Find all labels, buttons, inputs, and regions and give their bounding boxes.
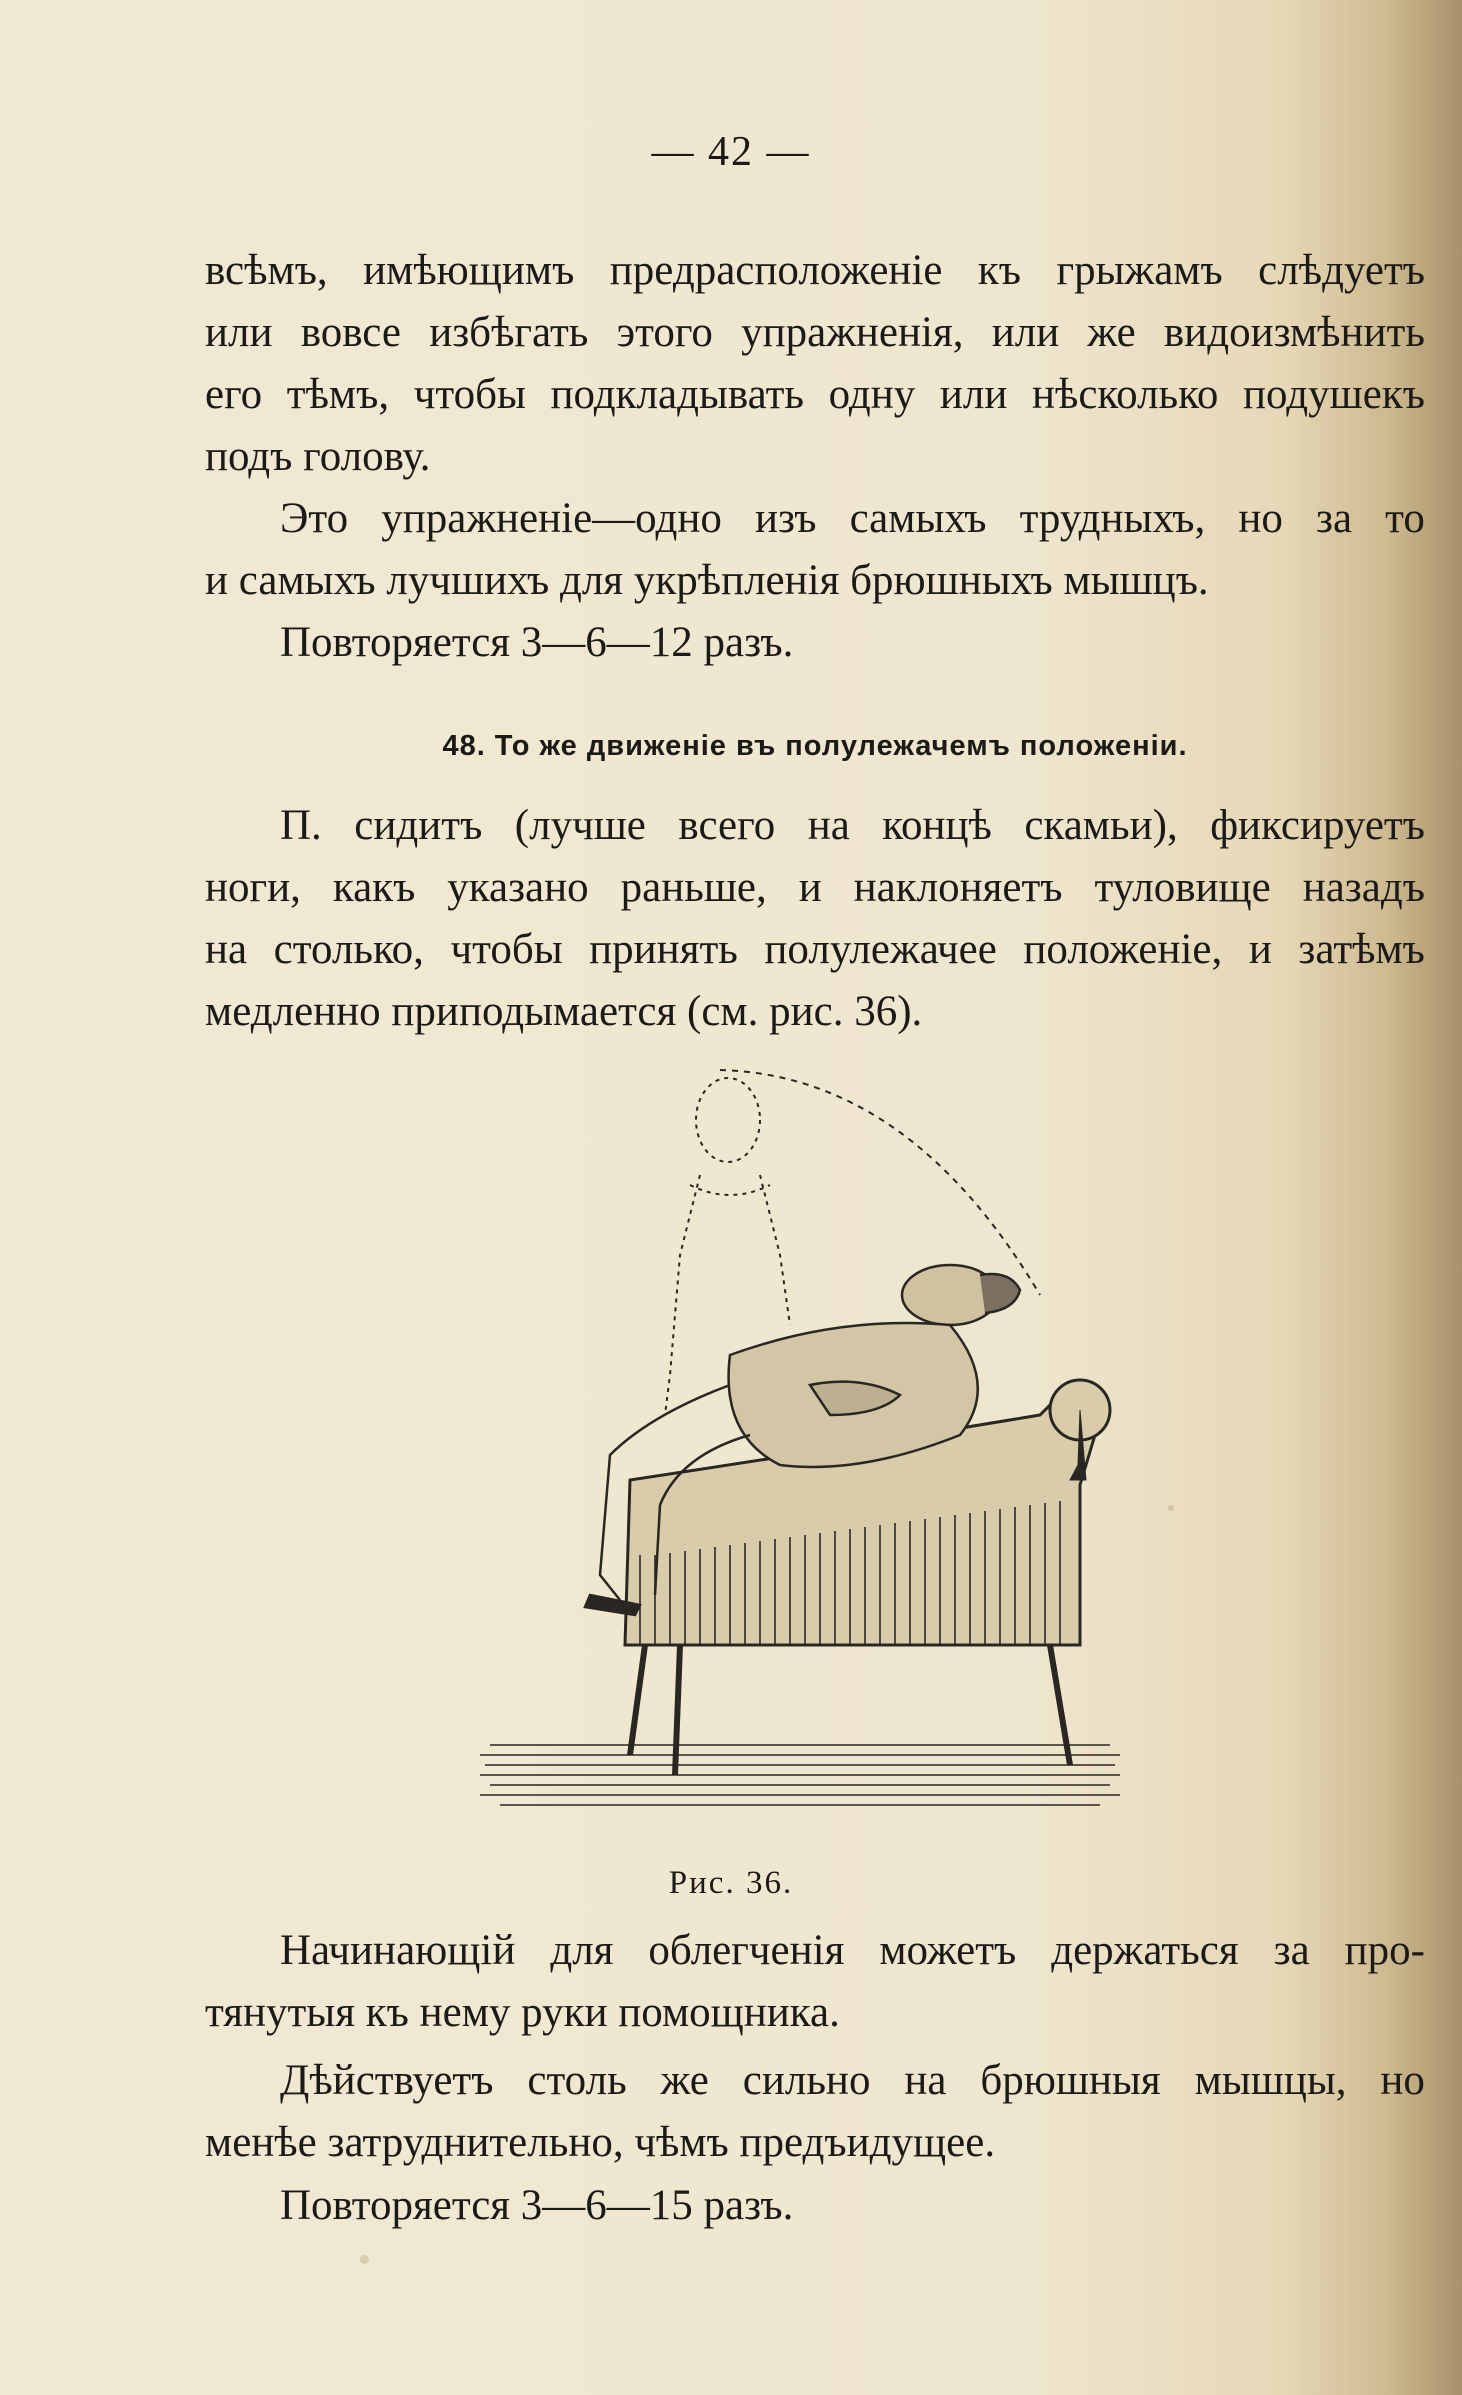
- word: Дѣйствуетъ: [280, 2057, 494, 2104]
- text-line: менѣе затруднительно, чѣмъ предъидущее.: [205, 2119, 996, 2166]
- word: на: [205, 926, 248, 973]
- word: про-: [1344, 1927, 1425, 1974]
- word: упражненія,: [741, 309, 964, 356]
- text-line: подъ голову.: [205, 433, 431, 480]
- figure-36-illustration: [480, 1055, 1120, 1815]
- word: же: [660, 2057, 709, 2104]
- word: всѣмъ,: [205, 247, 328, 294]
- word: раньше,: [620, 864, 767, 911]
- repeat-count-1: [205, 612, 1425, 674]
- paragraph-exercise-description: [205, 795, 1425, 1043]
- paragraph-hernia-warning: [205, 240, 1425, 488]
- word: сидитъ: [354, 802, 483, 849]
- word: полулежачее: [764, 926, 997, 973]
- repeat-count-2: [205, 2175, 1425, 2237]
- chaise-leg: [1050, 1645, 1070, 1765]
- word: столько,: [273, 926, 424, 973]
- text-line: [205, 302, 1425, 364]
- word: какъ: [332, 864, 416, 911]
- figure-caption: Рис. 36.: [668, 1865, 794, 1901]
- word: или: [205, 309, 273, 356]
- word: для: [550, 1927, 614, 1974]
- text-line: тянутыя къ нему руки помощника.: [205, 1989, 840, 2036]
- text-line: [205, 364, 1425, 426]
- word: тѣмъ,: [286, 371, 390, 418]
- text-line: медленно приподымается (см. рис. 36).: [205, 988, 923, 1035]
- paper-stain: [1168, 1505, 1174, 1511]
- word: назадъ: [1302, 864, 1425, 911]
- word: за: [1315, 495, 1353, 542]
- word: или: [939, 371, 1008, 418]
- word: же: [1087, 309, 1136, 356]
- word: и: [1248, 926, 1272, 973]
- word: затѣмъ: [1298, 926, 1425, 973]
- word: можетъ: [879, 1927, 1017, 1974]
- word: Это: [280, 495, 349, 542]
- word: скамьи),: [1024, 802, 1178, 849]
- word: Начинающій: [280, 1927, 516, 1974]
- word: самыхъ: [849, 495, 987, 542]
- word: его: [205, 371, 263, 418]
- word: мышцы,: [1194, 2057, 1347, 2104]
- paragraph-beginner-note: [205, 1920, 1425, 2044]
- text-line: [205, 2050, 1425, 2112]
- word: подкладывать: [550, 371, 804, 418]
- page-number: — 42 —: [651, 129, 811, 175]
- word: наклоняетъ: [853, 864, 1063, 911]
- paper-stain: [360, 2255, 369, 2264]
- chaise-leg: [630, 1645, 645, 1755]
- word: этого: [616, 309, 713, 356]
- word: одну: [828, 371, 916, 418]
- word: къ: [977, 247, 1022, 294]
- word: на: [904, 2057, 947, 2104]
- text-line: [205, 857, 1425, 919]
- section-heading: 48. То же движеніе въ полулежачемъ положеніи.: [442, 730, 1188, 762]
- word: изъ: [754, 495, 817, 542]
- word: трудныхъ,: [1019, 495, 1206, 542]
- paragraph-exercise-difficulty: [205, 488, 1425, 612]
- word: упражненіе—одно: [381, 495, 722, 542]
- word: вовсе: [300, 309, 401, 356]
- text-line: и самыхъ лучшихъ для укрѣпленія брюшныхъ мышцъ.: [205, 557, 1209, 604]
- word: чтобы: [450, 926, 563, 973]
- word: всего: [678, 802, 776, 849]
- word: положеніе,: [1023, 926, 1223, 973]
- word: фиксируетъ: [1210, 802, 1425, 849]
- word: облегченія: [648, 1927, 845, 1974]
- word: за: [1273, 1927, 1310, 1974]
- word: но: [1380, 2057, 1425, 2104]
- text-line: [205, 795, 1425, 857]
- word: брюшныя: [980, 2057, 1161, 2104]
- word: то: [1385, 495, 1425, 542]
- text-line: Повторяется 3—6—15 разъ.: [280, 2182, 794, 2229]
- text-line: Повторяется 3—6—12 разъ.: [280, 619, 794, 666]
- word: грыжамъ: [1056, 247, 1223, 294]
- floor-hatching: [480, 1745, 1120, 1805]
- word: видоизмѣнить: [1163, 309, 1425, 356]
- word: держаться: [1051, 1927, 1239, 1974]
- text-line: [205, 919, 1425, 981]
- word: туловище: [1094, 864, 1271, 911]
- word: нѣсколько: [1031, 371, 1219, 418]
- word: принять: [589, 926, 738, 973]
- word: указано: [447, 864, 589, 911]
- text-line: [205, 240, 1425, 302]
- word: имѣющимъ: [363, 247, 575, 294]
- word: подушекъ: [1242, 371, 1425, 418]
- word: или: [991, 309, 1060, 356]
- word: концѣ: [882, 802, 992, 849]
- word: ноги,: [205, 864, 301, 911]
- word: но: [1238, 495, 1283, 542]
- text-line: [205, 488, 1425, 550]
- word: и: [798, 864, 822, 911]
- word: сильно: [742, 2057, 871, 2104]
- word: (лучше: [514, 802, 646, 849]
- word: слѣдуетъ: [1258, 247, 1425, 294]
- word: избѣгать: [429, 309, 589, 356]
- word: столь: [527, 2057, 627, 2104]
- text-line: [205, 1920, 1425, 1982]
- word: П.: [280, 802, 322, 849]
- paragraph-effect-note: [205, 2050, 1425, 2174]
- word: предрасположеніе: [609, 247, 943, 294]
- word: чтобы: [413, 371, 526, 418]
- word: на: [807, 802, 850, 849]
- motion-arc: [720, 1070, 1040, 1295]
